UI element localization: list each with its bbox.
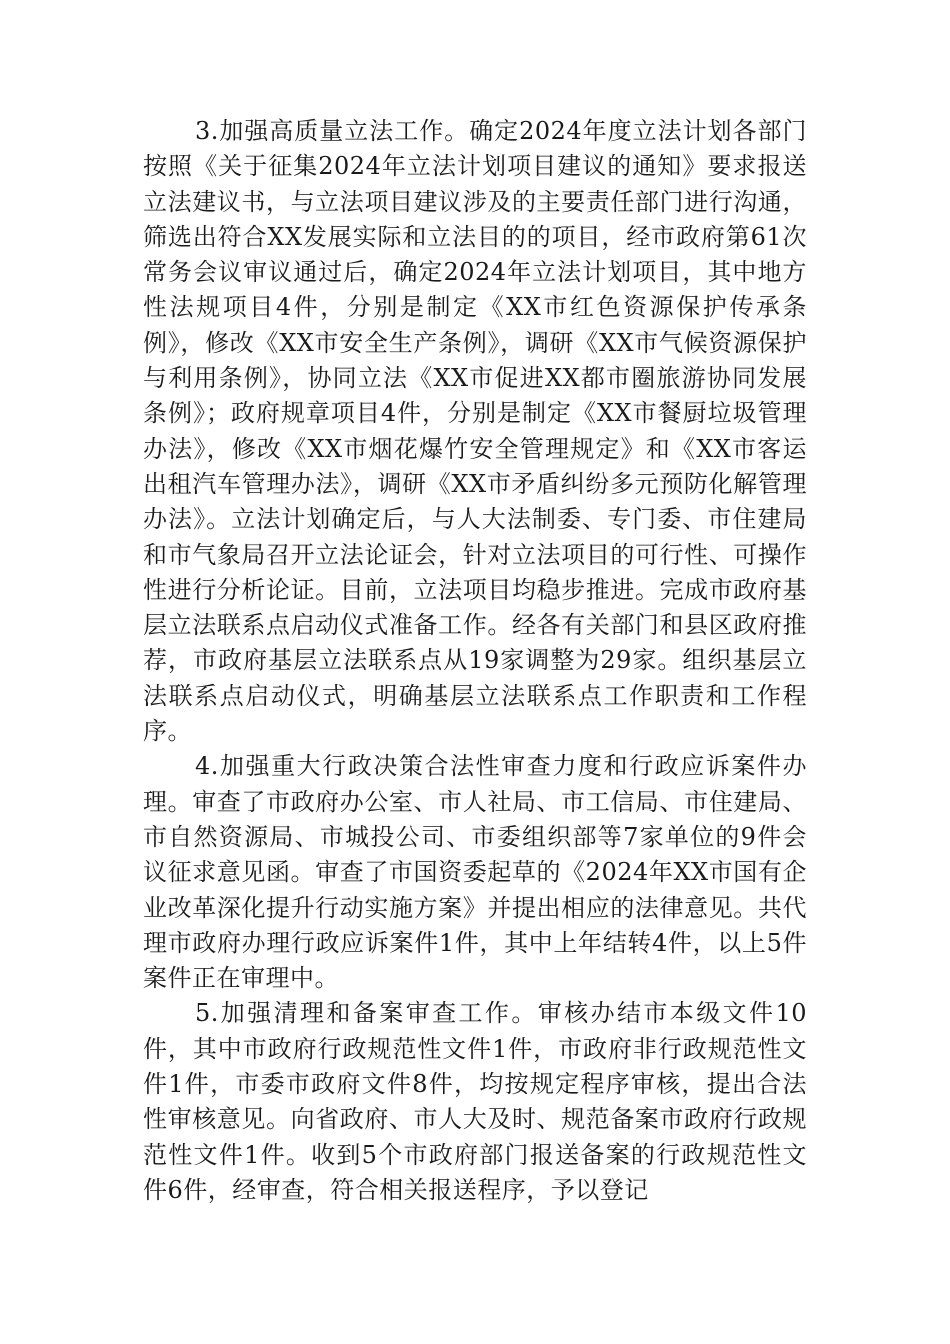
paragraph-filing-review: 5.加强清理和备案审查工作。审核办结市本级文件10件，其中市政府行政规范性文件1件，市政府非行政规范性文件1件，市委市政府文件8件，均按规定程序审核，提出合法性审核意见。向省政府、市人大及时、规范备案市政府行政规范性文件1件。收到5个市政府部门报送备案的行政规范性文件6件，经审查，符合相关报送程序，予以登记 — [143, 999, 807, 1204]
document-body — [143, 114, 807, 1208]
paragraph-decision-review: 4.加强重大行政决策合法性审查力度和行政应诉案件办理。审查了市政府办公室、市人社局、市工信局、市住建局、市自然资源局、市城投公司、市委组织部等7家单位的9件会议征求意见函。审查了市国资委起草的《2024年XX市国有企业改革深化提升行动实施方案》并提出相应的法律意见。共代理市政府办理行政应诉案件1件，其中上年结转4件，以上5件案件正在审理中。 — [143, 752, 807, 993]
paragraph-legislation-work: 3.加强高质量立法工作。确定2024年度立法计划各部门按照《关于征集2024年立法计划项目建议的通知》要求报送立法建议书，与立法项目建议涉及的主要责任部门进行沟通，筛选出符合XX发展实际和立法目的的项目，经市政府第61次常务会议审议通过后，确定2024年立法计划项目，其中地方性法规项目4件，分别是制定《XX市红色资源保护传承条例》，修改《XX市安全生产条例》，调研《XX市气候资源保护与利用条例》，协同立法《XX市促进XX都市圈旅游协同发展条例》；政府规章项目4件，分别是制定《XX市餐厨垃圾管理办法》，修改《XX市烟花爆竹安全管理规定》和《XX市客运出租汽车管理办法》，调研《XX市矛盾纠纷多元预防化解管理办法》。立法计划确定后，与人大法制委、专门委、市住建局和市气象局召开立法论证会，针对立法项目的可行性、可操作性进行分析论证。目前，立法项目均稳步推进。完成市政府基层立法联系点启动仪式准备工作。经各有关部门和县区政府推荐，市政府基层立法联系点从19家调整为29家。组织基层立法联系点启动仪式，明确基层立法联系点工作职责和工作程序。 — [143, 117, 807, 746]
